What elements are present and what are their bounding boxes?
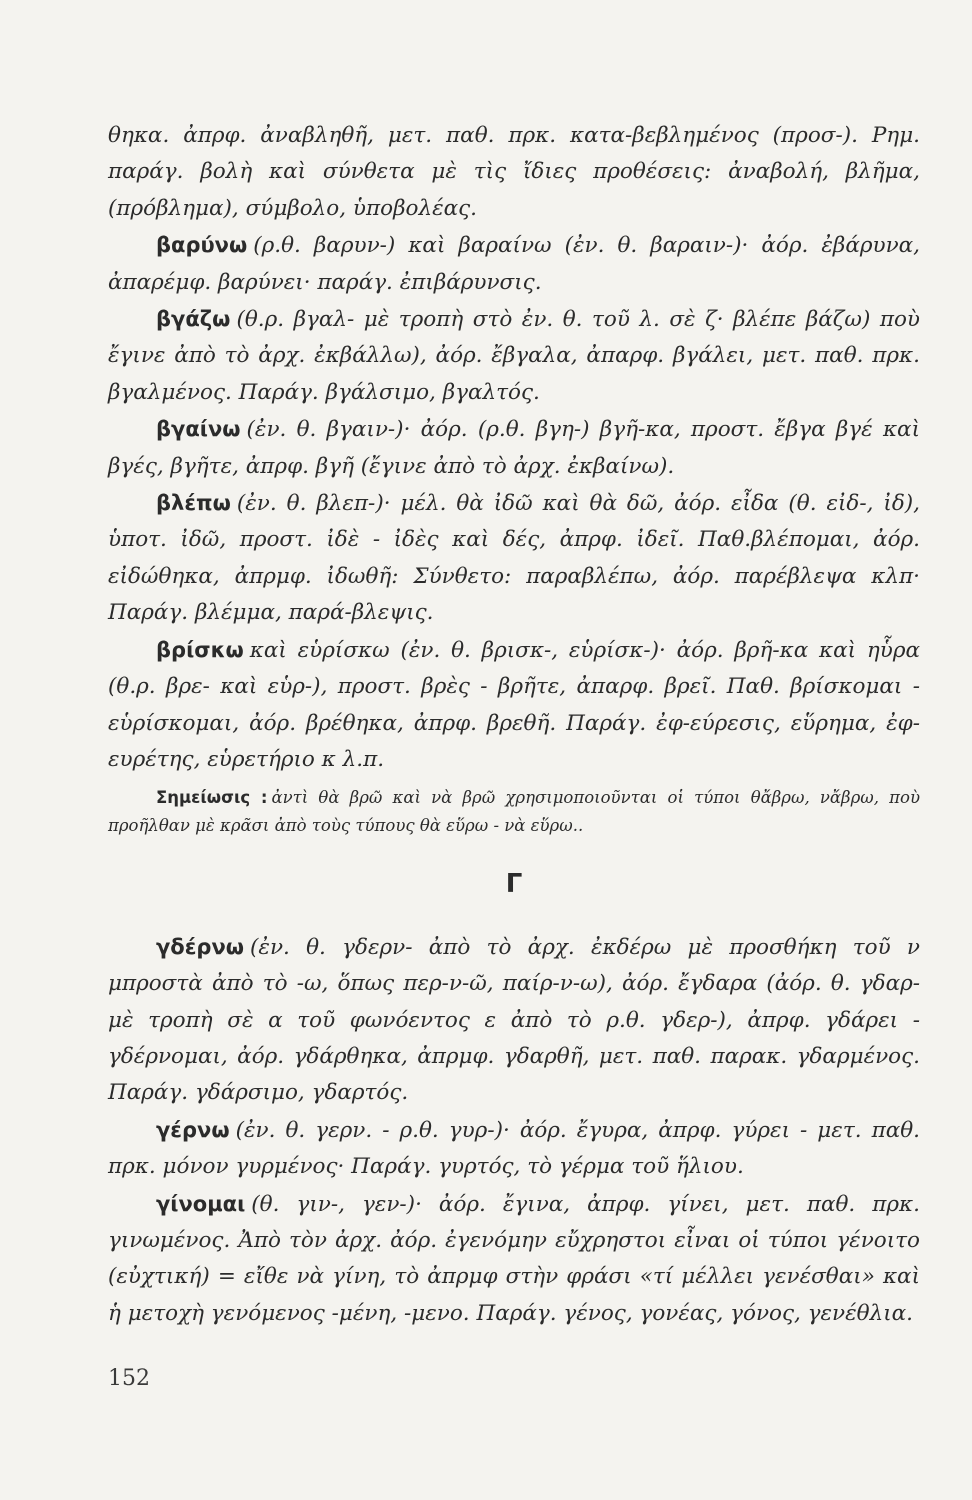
entry-headword: βγαίνω bbox=[156, 417, 241, 442]
note-text: ἀντὶ θὰ βρῶ καὶ νὰ βρῶ χρησιμοποιοῦνται οἱ τύποι θἄβρω, νἄβρω, ποὺ προῆλθαν μὲ κρᾶσι ἀπὸ τοὺς τύπους θὰ εὕρω - νὰ εὕρω.. bbox=[108, 788, 920, 836]
entry-text: θηκα. ἀπρφ. ἀναβληθῆ, μετ. παθ. πρκ. κατα-βεβλημένος (προσ-). Ρημ. παράγ. βολὴ καὶ σύνθετα μὲ τὶς ἴδιες προθέσεις: ἀναβολή, βλῆμα, (πρόβλημα), σύμβολο, ὑποβολέας. bbox=[108, 123, 920, 221]
entry-text: (ἐν. θ. γδερν- ἀπὸ τὸ ἀρχ. ἐκδέρω μὲ προσθήκη τοῦ ν μπροστὰ ἀπὸ τὸ -ω, ὅπως περ-ν-ῶ, παίρ-ν-ω), ἀόρ. ἔγδαρα (ἀόρ. θ. γδαρ- μὲ τροπὴ σὲ α τοῦ φωνόεντος ε ἀπὸ τὸ ρ.θ. γδερ-), ἀπρφ. γδάρει - γδέρνομαι, ἀόρ. γδάρθηκα, ἀπρμφ. γδαρθῆ, μετ. παθ. παρακ. γδαρμένος. Παράγ. γδάρσιμο, γδαρτός. bbox=[108, 934, 920, 1106]
entry-text: (ἐν. θ. γερν. - ρ.θ. γυρ-)· ἀόρ. ἔγυρα, ἀπρφ. γύρει - μετ. παθ. πρκ. μόνον γυρμένος· Παράγ. γυρτός, τὸ γέρμα τοῦ ἥλιου. bbox=[108, 1117, 920, 1180]
entry-text: (θ.ρ. βγαλ- μὲ τροπὴ στὸ ἐν. θ. τοῦ λ. σὲ ζ· βλέπε βάζω) ποὺ ἔγινε ἀπὸ τὸ ἀρχ. ἐκβάλλω), ἀόρ. ἔβγαλα, ἀπαρφ. βγάλει, μετ. παθ. πρκ. βγαλμένος. Παράγ. βγάλσιμο, βγαλτός. bbox=[108, 307, 920, 405]
note bbox=[108, 784, 920, 840]
entry-text: (ἐν. θ. βλεπ-)· μέλ. θὰ ἰδῶ καὶ θὰ δῶ, ἀόρ. εἶδα (θ. εἰδ-, ἰδ), ὑποτ. ἰδῶ, προστ. ἰδὲ - ἰδὲς καὶ δές, ἀπρφ. ἰδεῖ. Παθ.βλέπομαι, ἀόρ. εἰδώθηκα, ἀπρμφ. ἰδωθῆ: Σύνθετο: παραβλέπω, ἀόρ. παρέβλεψα κλπ· Παράγ. βλέμμα, παρά-βλεψις. bbox=[108, 491, 920, 626]
entry-text: (ρ.θ. βαρυν-) καὶ βαραίνω (ἐν. θ. βαραιν-)· ἀόρ. ἐβάρυνα, ἀπαρέμφ. βαρύνει· παράγ. ἐπιβάρυνσις. bbox=[108, 233, 920, 295]
section-letter: Γ bbox=[505, 869, 523, 900]
entry-text: καὶ εὑρίσκω (ἐν. θ. βρισκ-, εὑρίσκ-)· ἀόρ. βρῆ-κα καὶ ηὗρα (θ.ρ. βρε- καὶ εὑρ-), προστ. βρὲς - βρῆτε, ἀπαρφ. βρεῖ. Παθ. βρίσκομαι - εὑρίσκομαι, ἀόρ. βρέθηκα, ἀπρφ. βρεθῆ. Παράγ. ἐφ-εύρεσις, εὕρημα, ἐφ-ευρέτης, εὑρετήριο κ λ.π. bbox=[108, 637, 920, 772]
entry-headword: γδέρνω bbox=[156, 934, 245, 959]
entry-headword: γίνομαι bbox=[156, 1191, 246, 1216]
entry-vlepo bbox=[108, 485, 920, 632]
entry-vgazo bbox=[108, 301, 920, 411]
entry-headword: βρίσκω bbox=[156, 637, 244, 662]
entry-text: (θ. γιν-, γεν-)· ἀόρ. ἔγινα, ἀπρφ. γίνει, μετ. παθ. πρκ. γινωμένος. Ἀπὸ τὸν ἀρχ. ἀόρ. ἐγενόμην εὔχρηστοι εἶναι οἱ τύποι γένοιτο (εὐχτική) = εἴθε νὰ γίνη, τὸ ἀπρμφ στὴν φράσι «τί μέλλει γενέσθαι» καὶ ἡ μετοχὴ γενόμενος -μένη, -μενο. Παράγ. γένος, γονέας, γόνος, γενέθλια. bbox=[108, 1191, 920, 1326]
entry-headword: βγάζω bbox=[156, 307, 231, 332]
entry-headword: βλέπω bbox=[156, 491, 231, 516]
entry-continuation bbox=[108, 118, 920, 227]
entry-vgaino bbox=[108, 411, 920, 485]
entry-gderno bbox=[108, 929, 920, 1112]
entry-headword: γέρνω bbox=[156, 1117, 230, 1142]
text-block bbox=[108, 118, 920, 1332]
entry-headword: βαρύνω bbox=[156, 233, 248, 258]
entry-text: (ἐν. θ. βγαιν-)· ἀόρ. (ρ.θ. βγη-) βγῆ-κα, προστ. ἔβγα βγέ καὶ βγές, βγῆτε, ἀπρφ. βγῆ (ἔγινε ἀπὸ τὸ ἀρχ. ἐκβαίνω). bbox=[108, 417, 920, 479]
entry-ginomai bbox=[108, 1186, 920, 1333]
entry-vrisko bbox=[108, 632, 920, 779]
page-number: 152 bbox=[108, 1366, 150, 1391]
entry-gerno bbox=[108, 1112, 920, 1186]
entry-varyno bbox=[108, 227, 920, 301]
note-label: Σημείωσις : bbox=[156, 788, 268, 808]
